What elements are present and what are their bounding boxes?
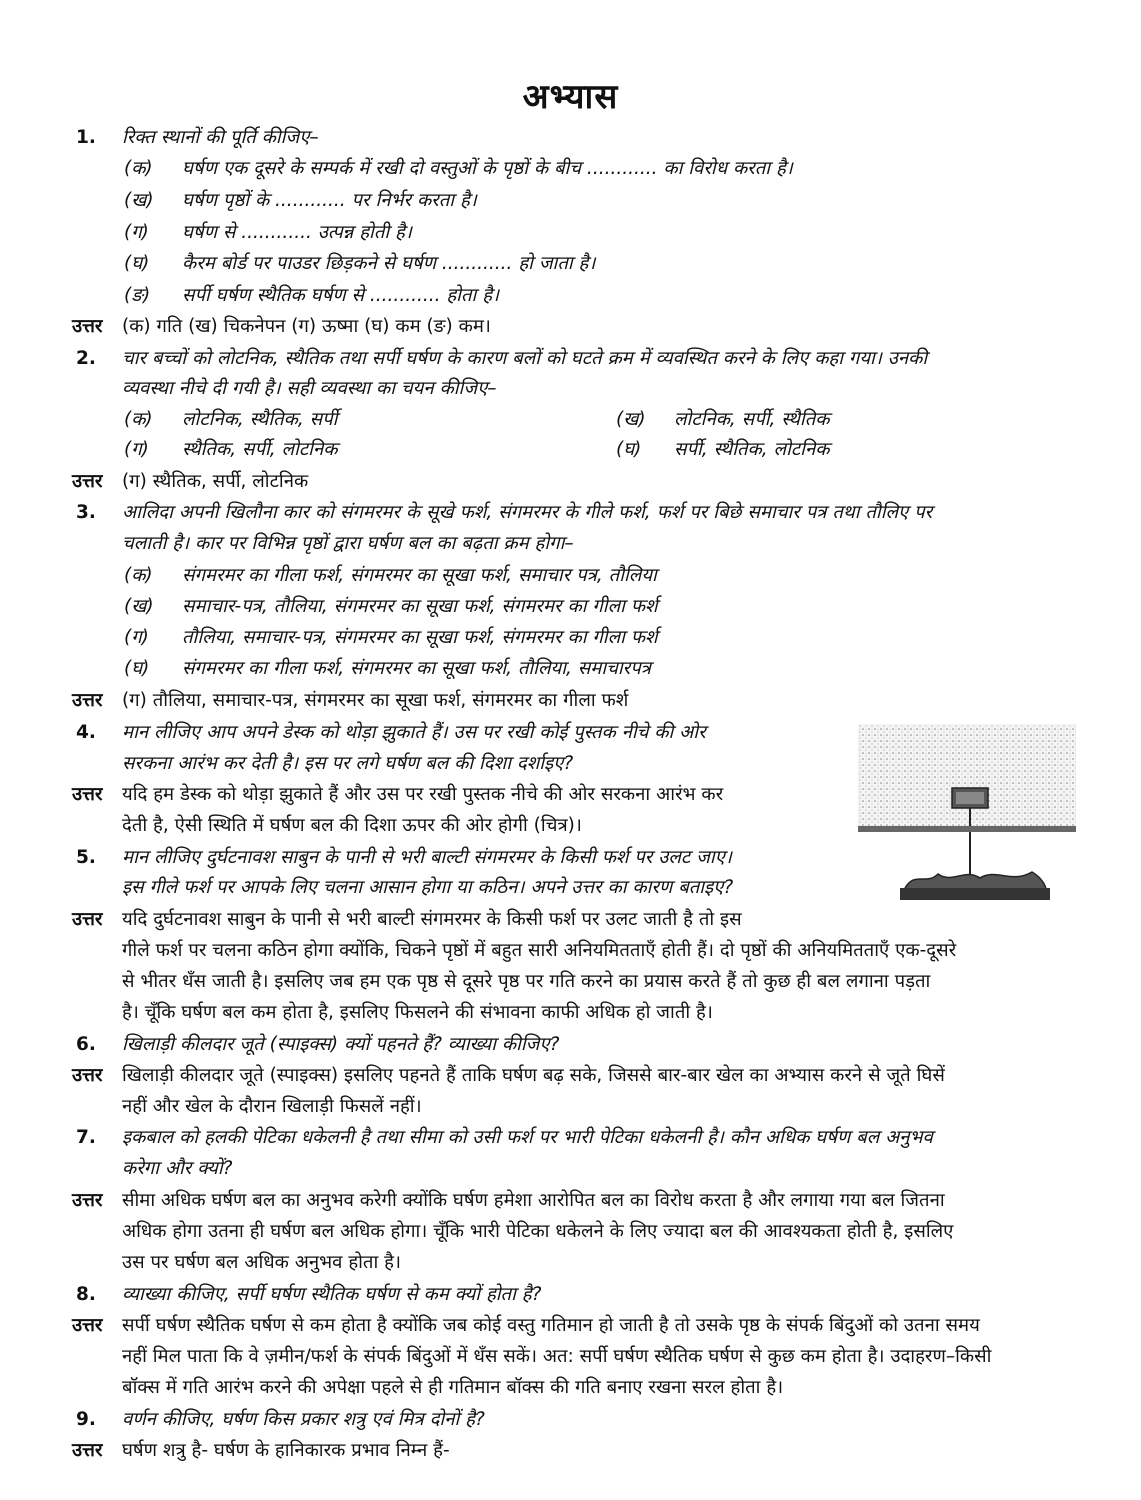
answer-text: (क) गति (ख) चिकनेपन (ग) ऊष्मा (घ) कम (ङ) कम। [122, 316, 491, 337]
option [124, 439, 337, 461]
floor-base [900, 888, 1050, 900]
option-text: तौलिया, समाचार-पत्र, संगमरमर का सूखा फर्श, संगमरमर का गीला फर्श [182, 627, 658, 648]
background-texture [858, 724, 1076, 830]
answer-label: उत्तर [72, 690, 103, 711]
answer-label: उत्तर [72, 1315, 103, 1336]
option-key: (घ) [616, 439, 642, 460]
option-key: (ग) [124, 627, 149, 648]
question-number: 3. [76, 502, 96, 523]
option-text: कैरम बोर्ड पर पाउडर छिड़कने से घर्षण ............ हो जाता है। [182, 253, 596, 274]
option-text: संगमरमर का गीला फर्श, संगमरमर का सूखा फर्श, समाचार पत्र, तौलिया [182, 565, 657, 586]
answer-label: उत्तर [72, 1065, 103, 1086]
option-text: घर्षण पृष्ठों के ............ पर निर्भर करता है। [182, 190, 477, 211]
question-text: व्याख्या कीजिए, सर्पी घर्षण स्थैतिक घर्षण से कम क्यों होता है? [122, 1284, 542, 1305]
answer-text: से भीतर धँस जाती है। इसलिए जब हम एक पृष्ठ से दूसरे पृष्ठ पर गति करने का प्रयास करते हैं तो कुछ ही बल लगाना पड़ता [122, 971, 931, 992]
option-key: (घ) [124, 658, 150, 679]
answer-text: सीमा अधिक घर्षण बल का अनुभव करेगी क्योंकि घर्षण हमेशा आरोपित बल का विरोध करता है और लगाया गया बल जितना [122, 1190, 945, 1211]
option [124, 409, 337, 431]
option-text: सर्पी घर्षण स्थैतिक घर्षण से ............ होता है। [182, 285, 500, 306]
question-text: इकबाल को हलकी पेटिका धकेलनी है तथा सीमा को उसी फर्श पर भारी पेटिका धकेलनी है। कौन अधिक घर्षण बल अनुभव [122, 1127, 933, 1148]
option-key: (ख) [124, 190, 154, 211]
question-number: 5. [76, 847, 96, 868]
question-text: चलाती है। कार पर विभिन्न पृष्ठों द्वारा घर्षण बल का बढ़ता क्रम होगा– [122, 533, 574, 554]
option [124, 158, 793, 180]
question-text: करेगा और क्यों? [122, 1158, 233, 1179]
answer-text: यदि हम डेस्क को थोड़ा झुकाते हैं और उस पर रखी पुस्तक नीचे की ओर सरकना आरंभ कर [122, 784, 724, 805]
question-text: सरकना आरंभ कर देती है। इस पर लगे घर्षण बल की दिशा दर्शाइए? [122, 753, 574, 774]
option [124, 658, 651, 680]
question-text: मान लीजिए आप अपने डेस्क को थोड़ा झुकाते हैं। उस पर रखी कोई पुस्तक नीचे की ओर [122, 722, 706, 743]
page-title: अभ्यास [522, 77, 619, 117]
option-key: (ग) [124, 439, 149, 460]
option-key: (ख) [616, 409, 646, 430]
option-key: (ङ) [124, 285, 151, 306]
option-text: घर्षण एक दूसरे के सम्पर्क में रखी दो वस्तुओं के पृष्ठों के बीच ............ का विरोध करता है। [182, 158, 793, 179]
answer-text: नहीं मिल पाता कि वे ज़मीन/फर्श के संपर्क बिंदुओं में धँस सकें। अत: सर्पी घर्षण स्थैतिक घर्षण से कुछ कम होता है। उदाहरण–किसी [122, 1346, 992, 1367]
answer-label: उत्तर [72, 471, 103, 492]
answer-label: उत्तर [72, 784, 103, 805]
question-text: रिक्त स्थानों की पूर्ति कीजिए– [122, 127, 319, 148]
option-key: (क) [124, 409, 153, 430]
inclined-desk-figure [856, 722, 1078, 906]
stand-base [904, 872, 1046, 890]
answer-text: यदि दुर्घटनावश साबुन के पानी से भरी बाल्टी संगमरमर के किसी फर्श पर उलट जाती है तो इस [122, 909, 742, 930]
answer-text: बॉक्स में गति आरंभ करने की अपेक्षा पहले से ही गतिमान बॉक्स की गति बनाए रखना सरल होता है। [122, 1377, 784, 1398]
option-text: स्थैतिक, सर्पी, लोटनिक [182, 439, 338, 460]
question-text: आलिदा अपनी खिलौना कार को संगमरमर के सूखे फर्श, संगमरमर के गीले फर्श, फर्श पर बिछे समाचार पत्र तथा तौलिए पर [122, 502, 933, 523]
answer-label: उत्तर [72, 909, 103, 930]
answer-text: खिलाड़ी कीलदार जूते (स्पाइक्स) इसलिए पहनते हैं ताकि घर्षण बढ़ सके, जिससे बार-बार खेल का अभ्यास करने से जूते घिसें [122, 1065, 945, 1086]
question-number: 6. [76, 1034, 96, 1055]
option-key: (ग) [124, 222, 149, 243]
option [616, 439, 829, 461]
option [124, 285, 499, 307]
question-text: इस गीले फर्श पर आपके लिए चलना आसान होगा या कठिन। अपने उत्तर का कारण बताइए? [122, 877, 734, 898]
answer-text: उस पर घर्षण बल अधिक अनुभव होता है। [122, 1252, 401, 1273]
answer-label: उत्तर [72, 316, 103, 337]
answer-label: उत्तर [72, 1190, 103, 1211]
answer-label: उत्तर [72, 1440, 103, 1461]
option [124, 565, 657, 587]
answer-text: गीले फर्श पर चलना कठिन होगा क्योंकि, चिकने पृष्ठों में बहुत सारी अनियमितताएँ होती हैं। दो पृष्ठों की अनियमितताएँ एक-दूसरे [122, 940, 957, 961]
option-key: (घ) [124, 253, 150, 274]
question-number: 9. [76, 1409, 96, 1430]
option-text: संगमरमर का गीला फर्श, संगमरमर का सूखा फर्श, तौलिया, समाचारपत्र [182, 658, 651, 679]
answer-text: अधिक होगा उतना ही घर्षण बल अधिक होगा। चूँकि भारी पेटिका धकेलने के लिए ज्यादा बल की आवश्यकता होती है, इसलिए [122, 1221, 954, 1242]
answer-text: सर्पी घर्षण स्थैतिक घर्षण से कम होता है क्योंकि जब कोई वस्तु गतिमान हो जाती है तो उसके पृष्ठ के संपर्क बिंदुओं को उतना समय [122, 1315, 980, 1336]
option [124, 253, 595, 275]
option [124, 627, 658, 649]
answer-text: (ग) स्थैतिक, सर्पी, लोटनिक [122, 471, 309, 492]
desk-surface [858, 826, 1076, 832]
answer-text: (ग) तौलिया, समाचार-पत्र, संगमरमर का सूखा फर्श, संगमरमर का गीला फर्श [122, 690, 629, 711]
option-text: घर्षण से ............ उत्पन्न होती है। [182, 222, 412, 243]
option-key: (क) [124, 565, 153, 586]
question-number: 2. [76, 348, 96, 369]
question-text: चार बच्चों को लोटनिक, स्थैतिक तथा सर्पी घर्षण के कारण बलों को घटते क्रम में व्यवस्थित करने के लिए कहा गया। उनकी [122, 348, 928, 369]
option [124, 190, 477, 212]
answer-text: देती है, ऐसी स्थिति में घर्षण बल की दिशा ऊपर की ओर होगी (चित्र)। [122, 815, 582, 836]
option-text: लोटनिक, स्थैतिक, सर्पी [182, 409, 338, 430]
option [616, 409, 829, 431]
option [124, 222, 412, 244]
question-text: मान लीजिए दुर्घटनावश साबुन के पानी से भरी बाल्टी संगमरमर के किसी फर्श पर उलट जाए। [122, 847, 732, 868]
question-text: व्यवस्था नीचे दी गयी है। सही व्यवस्था का चयन कीजिए– [122, 378, 497, 399]
option-text: सर्पी, स्थैतिक, लोटनिक [674, 439, 830, 460]
option [124, 596, 658, 618]
option-key: (क) [124, 158, 153, 179]
answer-text: है। चूँकि घर्षण बल कम होता है, इसलिए फिसलने की संभावना काफी अधिक हो जाती है। [122, 1002, 713, 1023]
question-text: खिलाड़ी कीलदार जूते (स्पाइक्स) क्यों पहनते हैं? व्याख्या कीजिए? [122, 1034, 560, 1055]
question-number: 4. [76, 722, 96, 743]
answer-text: घर्षण शत्रु है- घर्षण के हानिकारक प्रभाव निम्न हैं- [122, 1440, 450, 1461]
option-key: (ख) [124, 596, 154, 617]
answer-text: नहीं और खेल के दौरान खिलाड़ी फिसलें नहीं। [122, 1096, 422, 1117]
question-number: 8. [76, 1284, 96, 1305]
question-number: 1. [76, 127, 96, 148]
option-text: लोटनिक, सर्पी, स्थैतिक [674, 409, 830, 430]
question-number: 7. [76, 1127, 96, 1148]
option-text: समाचार-पत्र, तौलिया, संगमरमर का सूखा फर्श, संगमरमर का गीला फर्श [182, 596, 658, 617]
question-text: वर्णन कीजिए, घर्षण किस प्रकार शत्रु एवं मित्र दोनों है? [122, 1409, 485, 1430]
